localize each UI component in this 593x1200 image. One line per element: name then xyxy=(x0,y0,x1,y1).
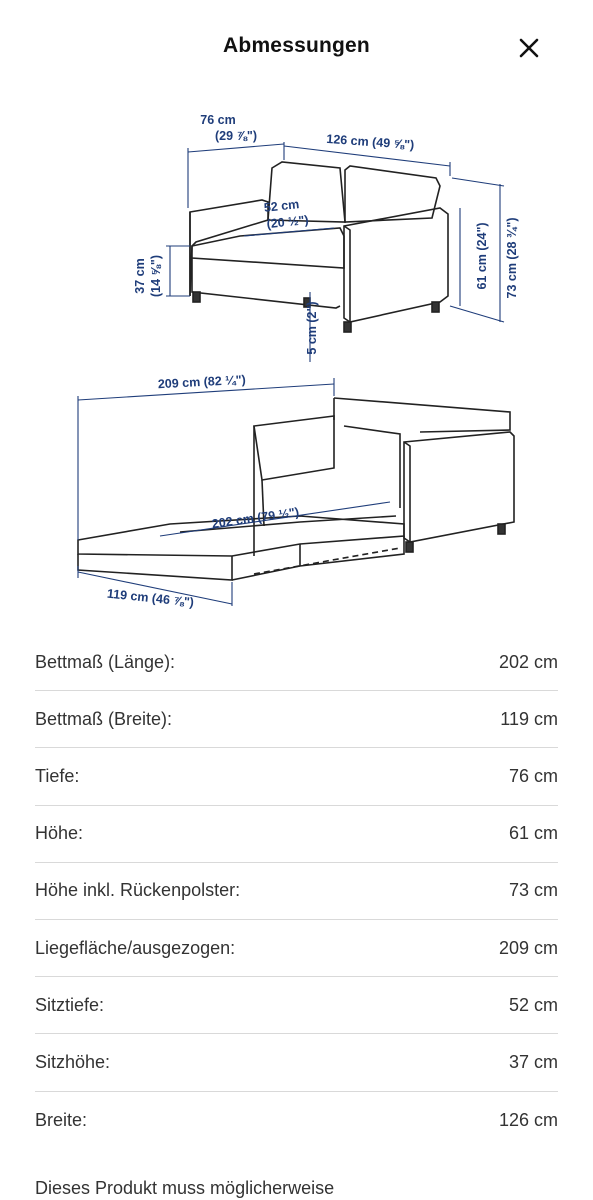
product-note: Dieses Produkt muss möglicherweise xyxy=(35,1178,335,1198)
seat-depth-inch-label: (20 ½") xyxy=(265,212,310,232)
spec-value: 119 cm xyxy=(500,708,558,729)
height-back-label: 73 cm (28 ¾") xyxy=(505,217,519,299)
sofa-outline xyxy=(190,162,448,332)
dimension-diagram xyxy=(0,96,593,628)
close-button[interactable] xyxy=(509,28,549,68)
depth-label: 76 cm xyxy=(200,113,236,127)
spec-value: 52 cm xyxy=(508,994,558,1015)
close-icon xyxy=(519,38,539,58)
spec-row xyxy=(35,634,558,691)
bed-dimension-lines xyxy=(78,378,390,606)
sofa-bed-outline xyxy=(78,398,514,580)
spec-value: 37 cm xyxy=(508,1051,558,1072)
height-label: 61 cm (24") xyxy=(475,222,489,290)
sofa-dimension-lines xyxy=(166,142,504,362)
spec-label: Höhe: xyxy=(35,823,84,844)
spec-value: 202 cm xyxy=(498,651,558,672)
spec-value: 76 cm xyxy=(508,765,558,786)
spec-value: 126 cm xyxy=(498,1109,558,1130)
spec-row xyxy=(35,748,558,805)
spec-row xyxy=(35,691,558,748)
width-label: 126 cm (49 ⅝") xyxy=(325,131,415,153)
spec-row xyxy=(35,806,558,863)
bed-length-label: 202 cm (79 ½") xyxy=(210,504,300,532)
spec-row xyxy=(35,977,558,1034)
spec-row xyxy=(35,1034,558,1091)
spec-value: 61 cm xyxy=(508,823,558,844)
spec-label: Breite: xyxy=(35,1109,88,1130)
spec-label: Sitzhöhe: xyxy=(35,1051,111,1072)
dialog-title: Abmessungen xyxy=(223,34,370,57)
spec-label: Höhe inkl. Rückenpolster: xyxy=(35,880,241,901)
spec-row xyxy=(35,920,558,977)
dialog-header xyxy=(0,0,593,96)
spec-value: 73 cm xyxy=(508,880,558,901)
seat-height-inch-label: (14 ⅝") xyxy=(149,254,163,298)
depth-inch-label: (29 ⅞") xyxy=(214,129,258,143)
spec-value: 209 cm xyxy=(498,937,558,958)
spec-label: Sitztiefe: xyxy=(35,994,105,1015)
bed-width-label: 119 cm (46 ⅞") xyxy=(106,586,195,610)
seat-height-label: 37 cm xyxy=(133,258,147,294)
leg-height-label: 5 cm (2") xyxy=(305,301,319,355)
specs-list xyxy=(35,634,558,1149)
spec-row xyxy=(35,863,558,920)
sofa-dimension-drawing xyxy=(0,96,593,628)
spec-label: Tiefe: xyxy=(35,765,80,786)
spec-label: Bettmaß (Breite): xyxy=(35,708,173,729)
extended-length-label: 209 cm (82 ¼") xyxy=(157,372,247,392)
spec-label: Bettmaß (Länge): xyxy=(35,651,176,672)
spec-row xyxy=(35,1092,558,1149)
seat-depth-label: 52 cm xyxy=(263,197,300,215)
spec-label: Liegefläche/ausgezogen: xyxy=(35,937,236,958)
